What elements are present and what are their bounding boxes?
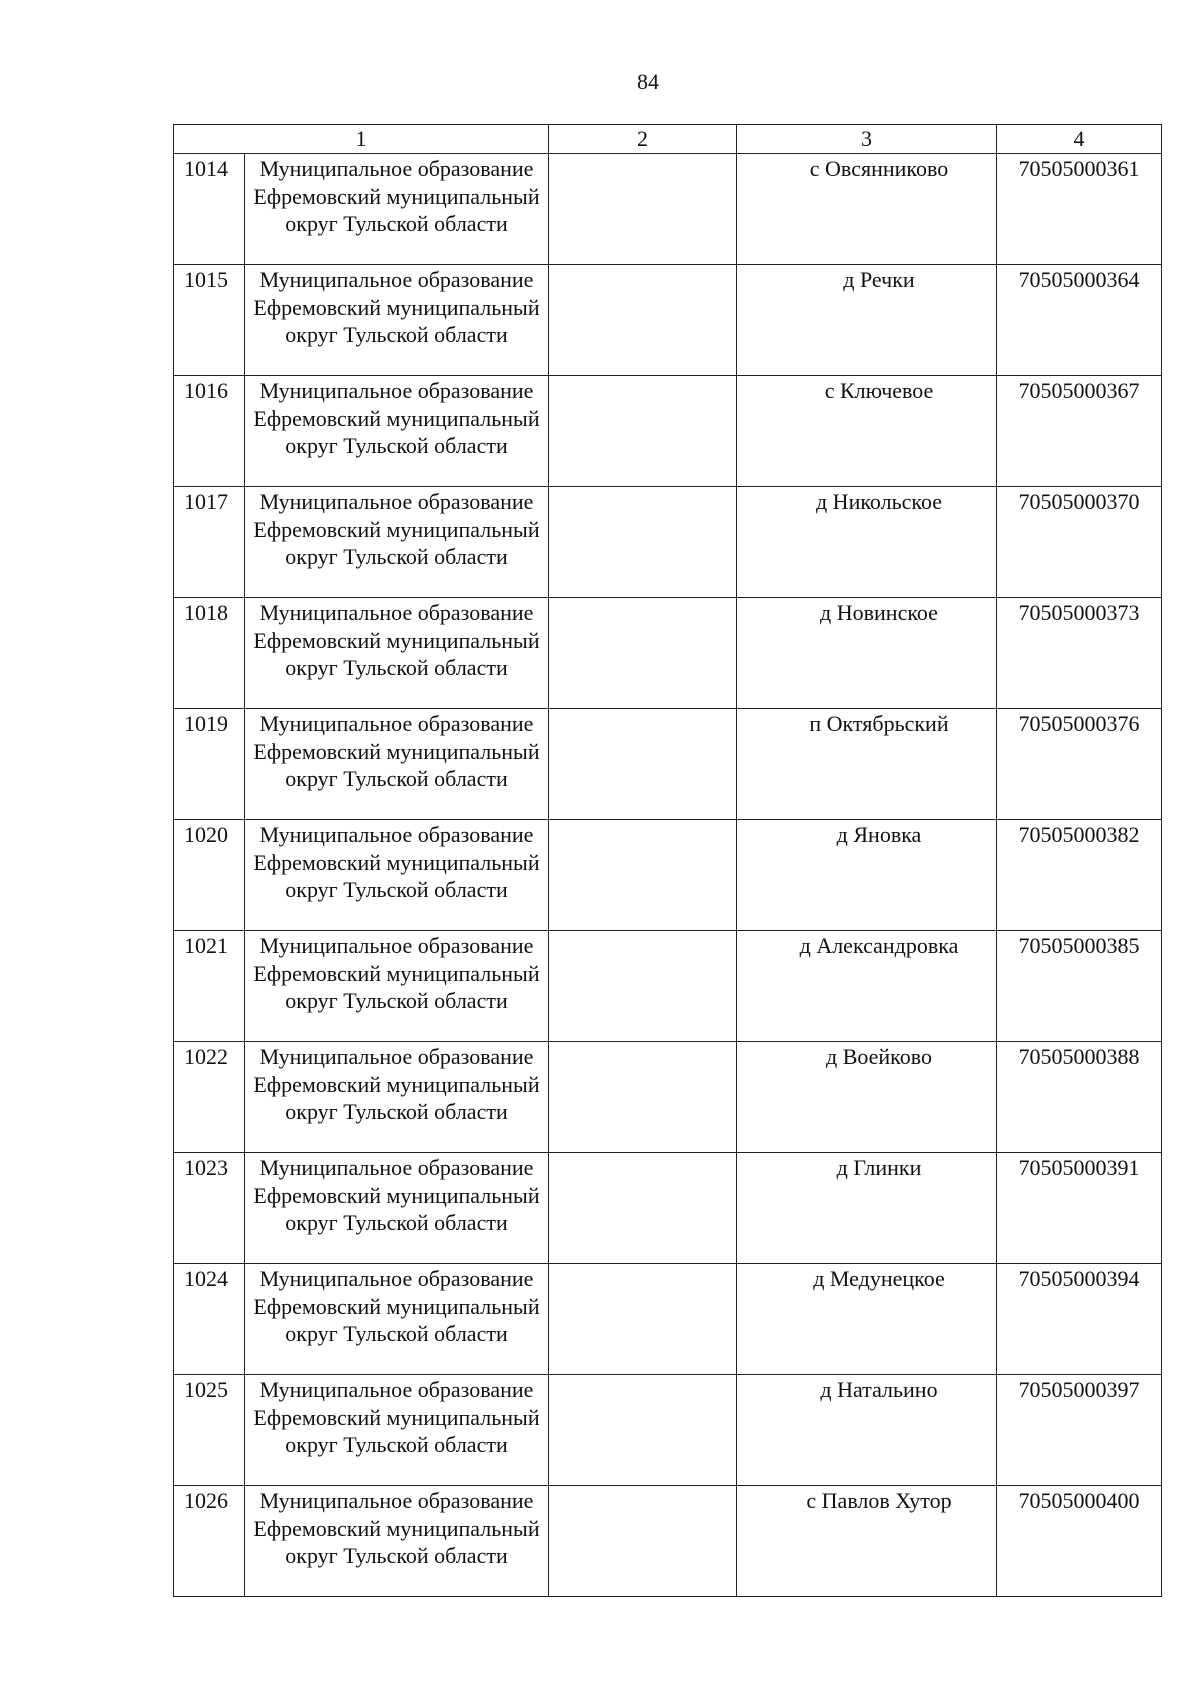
oktmo-code-cell-text: 70505000364 xyxy=(1018,267,1140,292)
row-number-cell-text: 1025 xyxy=(184,1377,228,1402)
column-2-cell-text xyxy=(549,820,736,821)
oktmo-code-cell-text: 70505000394 xyxy=(1018,1266,1140,1291)
table-row xyxy=(174,1042,1162,1153)
row-number-cell-text: 1018 xyxy=(184,600,228,625)
municipality-cell xyxy=(245,376,549,487)
row-number-cell xyxy=(174,1264,245,1375)
settlement-cell-text: д Речки xyxy=(843,267,915,292)
column-2-cell-text xyxy=(549,931,736,932)
oktmo-code-cell xyxy=(997,598,1162,709)
oktmo-code-cell-text: 70505000376 xyxy=(1018,711,1140,736)
settlement-cell xyxy=(737,931,997,1042)
column-2-cell xyxy=(549,1042,737,1153)
municipality-cell xyxy=(245,265,549,376)
row-number-cell xyxy=(174,487,245,598)
municipality-cell xyxy=(245,598,549,709)
municipality-cell-text: Муниципальное образование Ефремовский муниципальный округ Тульской области xyxy=(253,1377,540,1457)
column-2-cell xyxy=(549,1153,737,1264)
column-2-cell-text xyxy=(549,1264,736,1265)
oktmo-code-cell xyxy=(997,154,1162,265)
row-number-cell-text: 1026 xyxy=(184,1488,228,1513)
municipality-cell-text: Муниципальное образование Ефремовский муниципальный округ Тульской области xyxy=(253,933,540,1013)
row-number-cell xyxy=(174,1153,245,1264)
settlement-cell-text: д Александровка xyxy=(799,933,959,958)
municipality-cell xyxy=(245,1375,549,1486)
column-2-cell xyxy=(549,1486,737,1597)
row-number-cell xyxy=(174,709,245,820)
column-2-cell-text xyxy=(549,1486,736,1487)
table-row xyxy=(174,1486,1162,1597)
row-number-cell xyxy=(174,820,245,931)
settlement-cell-text: с Ключевое xyxy=(824,378,934,403)
column-header-4: 4 xyxy=(997,125,1162,154)
column-2-cell-text xyxy=(549,487,736,488)
column-2-cell-text xyxy=(549,265,736,266)
table-row xyxy=(174,376,1162,487)
row-number-cell-text: 1014 xyxy=(184,156,228,181)
municipality-cell-text: Муниципальное образование Ефремовский муниципальный округ Тульской области xyxy=(253,1266,540,1346)
municipality-cell-text: Муниципальное образование Ефремовский муниципальный округ Тульской области xyxy=(253,156,540,236)
oktmo-code-cell-text: 70505000388 xyxy=(1018,1044,1140,1069)
column-2-cell xyxy=(549,1264,737,1375)
column-2-cell xyxy=(549,487,737,598)
municipality-cell xyxy=(245,820,549,931)
municipality-cell-text: Муниципальное образование Ефремовский муниципальный округ Тульской области xyxy=(253,1044,540,1124)
oktmo-code-cell xyxy=(997,487,1162,598)
row-number-cell-text: 1023 xyxy=(184,1155,228,1180)
municipality-cell xyxy=(245,154,549,265)
row-number-cell-text: 1022 xyxy=(184,1044,228,1069)
settlement-cell xyxy=(737,1375,997,1486)
settlement-cell-text: д Натальино xyxy=(820,1377,938,1402)
settlement-cell-text: с Павлов Хутор xyxy=(806,1488,952,1513)
municipality-cell xyxy=(245,1264,549,1375)
municipality-cell xyxy=(245,1042,549,1153)
oktmo-code-cell xyxy=(997,709,1162,820)
municipality-cell xyxy=(245,1486,549,1597)
settlement-cell-text: д Воейково xyxy=(826,1044,932,1069)
column-2-cell-text xyxy=(549,154,736,155)
oktmo-code-cell-text: 70505000385 xyxy=(1018,933,1140,958)
oktmo-code-cell xyxy=(997,1153,1162,1264)
table-row xyxy=(174,709,1162,820)
column-2-cell xyxy=(549,709,737,820)
settlement-cell-text: п Октябрьский xyxy=(809,711,949,736)
municipality-cell xyxy=(245,931,549,1042)
municipality-cell-text: Муниципальное образование Ефремовский муниципальный округ Тульской области xyxy=(253,1155,540,1235)
column-header-2: 2 xyxy=(549,125,737,154)
column-2-cell xyxy=(549,820,737,931)
settlement-cell xyxy=(737,1153,997,1264)
column-2-cell-text xyxy=(549,1153,736,1154)
row-number-cell-text: 1024 xyxy=(184,1266,228,1291)
column-2-cell xyxy=(549,154,737,265)
page-number: 84 xyxy=(637,69,659,94)
row-number-cell xyxy=(174,1486,245,1597)
settlement-cell xyxy=(737,487,997,598)
municipality-cell xyxy=(245,1153,549,1264)
oktmo-code-cell xyxy=(997,376,1162,487)
table-row xyxy=(174,1153,1162,1264)
table-row xyxy=(174,265,1162,376)
oktmo-code-cell-text: 70505000382 xyxy=(1018,822,1140,847)
column-2-cell xyxy=(549,931,737,1042)
oktmo-code-cell xyxy=(997,1264,1162,1375)
row-number-cell-text: 1020 xyxy=(184,822,228,847)
column-2-cell-text xyxy=(549,709,736,710)
row-number-cell-text: 1021 xyxy=(184,933,228,958)
oktmo-code-cell-text: 70505000373 xyxy=(1018,600,1140,625)
row-number-cell-text: 1015 xyxy=(184,267,228,292)
settlement-cell xyxy=(737,376,997,487)
row-number-cell-text: 1019 xyxy=(184,711,228,736)
column-2-cell xyxy=(549,376,737,487)
settlement-cell xyxy=(737,265,997,376)
oktmo-code-cell-text: 70505000361 xyxy=(1018,156,1140,181)
settlements-table xyxy=(173,124,1162,1597)
municipality-cell-text: Муниципальное образование Ефремовский муниципальный округ Тульской области xyxy=(253,711,540,791)
table-row xyxy=(174,598,1162,709)
municipality-cell-text: Муниципальное образование Ефремовский муниципальный округ Тульской области xyxy=(253,1488,540,1568)
column-2-cell xyxy=(549,1375,737,1486)
settlement-cell-text: д Медунецкое xyxy=(813,1266,945,1291)
table-row xyxy=(174,931,1162,1042)
settlement-cell xyxy=(737,709,997,820)
settlement-cell xyxy=(737,1264,997,1375)
column-header-1: 1 xyxy=(174,125,549,154)
settlement-cell-text: д Никольское xyxy=(815,489,943,514)
row-number-cell xyxy=(174,1375,245,1486)
municipality-cell xyxy=(245,487,549,598)
oktmo-code-cell-text: 70505000391 xyxy=(1018,1155,1140,1180)
oktmo-code-cell xyxy=(997,1042,1162,1153)
oktmo-code-cell-text: 70505000367 xyxy=(1018,378,1140,403)
row-number-cell xyxy=(174,154,245,265)
settlement-cell xyxy=(737,1042,997,1153)
column-2-cell-text xyxy=(549,1375,736,1376)
settlement-cell-text: с Овсянниково xyxy=(809,156,949,181)
oktmo-code-cell xyxy=(997,931,1162,1042)
table-row xyxy=(174,1375,1162,1486)
oktmo-code-cell xyxy=(997,1375,1162,1486)
table-row xyxy=(174,1264,1162,1375)
oktmo-code-cell-text: 70505000400 xyxy=(1018,1488,1140,1513)
column-2-cell-text xyxy=(549,598,736,599)
municipality-cell xyxy=(245,709,549,820)
settlement-cell-text: д Новинское xyxy=(820,600,938,625)
column-2-cell xyxy=(549,598,737,709)
table-row xyxy=(174,487,1162,598)
table-header-row xyxy=(174,125,1162,154)
municipality-cell-text: Муниципальное образование Ефремовский муниципальный округ Тульской области xyxy=(253,489,540,569)
row-number-cell xyxy=(174,1042,245,1153)
column-2-cell xyxy=(549,265,737,376)
municipality-cell-text: Муниципальное образование Ефремовский муниципальный округ Тульской области xyxy=(253,822,540,902)
settlement-cell xyxy=(737,1486,997,1597)
row-number-cell xyxy=(174,376,245,487)
municipality-cell-text: Муниципальное образование Ефремовский муниципальный округ Тульской области xyxy=(253,600,540,680)
settlement-cell xyxy=(737,598,997,709)
column-2-cell-text xyxy=(549,1042,736,1043)
row-number-cell-text: 1017 xyxy=(184,489,228,514)
row-number-cell xyxy=(174,265,245,376)
column-header-3: 3 xyxy=(737,125,997,154)
settlement-cell-text: д Яновка xyxy=(836,822,922,847)
settlement-cell xyxy=(737,154,997,265)
oktmo-code-cell-text: 70505000397 xyxy=(1018,1377,1140,1402)
table-row xyxy=(174,820,1162,931)
settlement-cell-text: д Глинки xyxy=(836,1155,922,1180)
settlement-cell xyxy=(737,820,997,931)
oktmo-code-cell xyxy=(997,1486,1162,1597)
table-row xyxy=(174,154,1162,265)
municipality-cell-text: Муниципальное образование Ефремовский муниципальный округ Тульской области xyxy=(253,267,540,347)
oktmo-code-cell-text: 70505000370 xyxy=(1018,489,1140,514)
row-number-cell-text: 1016 xyxy=(184,378,228,403)
row-number-cell xyxy=(174,598,245,709)
oktmo-code-cell xyxy=(997,265,1162,376)
column-2-cell-text xyxy=(549,376,736,377)
row-number-cell xyxy=(174,931,245,1042)
oktmo-code-cell xyxy=(997,820,1162,931)
municipality-cell-text: Муниципальное образование Ефремовский муниципальный округ Тульской области xyxy=(253,378,540,458)
